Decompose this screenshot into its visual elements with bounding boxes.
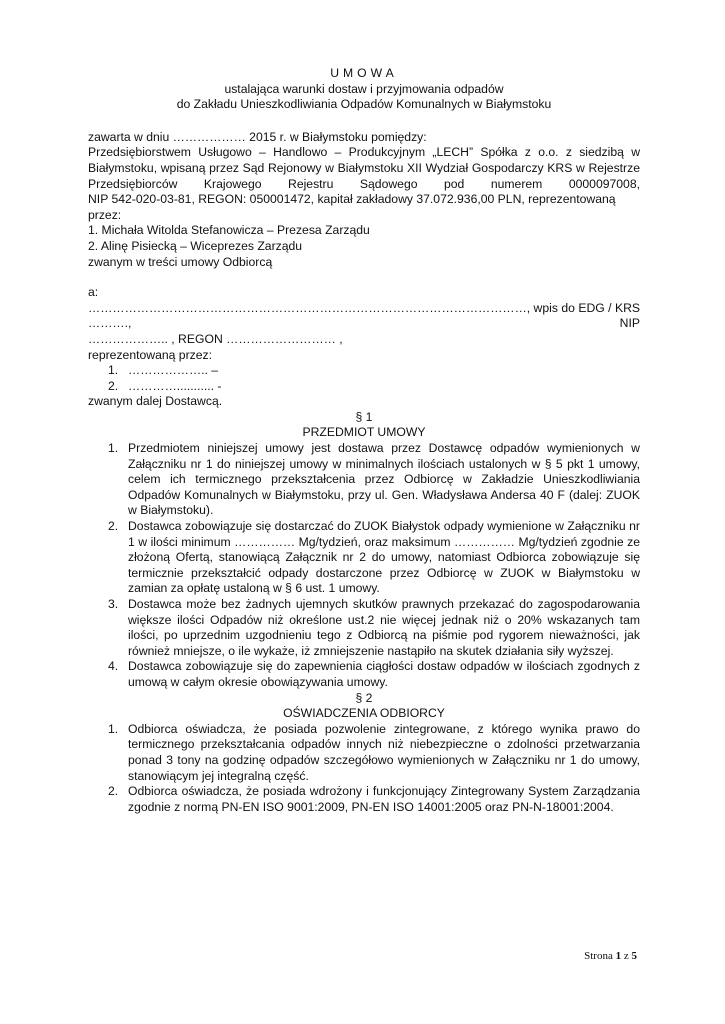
footer-label: Strona [584,950,613,962]
party-b-intro: a: [88,285,99,300]
list-text: …………........... - [128,378,222,393]
company-description: Przedsiębiorstwem Usługowo – Handlowo – Produkcyjnym „LECH” Spółka z o.o. z siedzibą w Białymstoku, wpisaną przez Sąd Rejonowy w Białymstoku XII Wydział Gospodarczy KRS w Rejestrze Przedsiębiorców Krajowego Rejestru Sądowego pod numerem 0000097008, [88,145,640,191]
document-subtitle-line1: ustalająca warunki dostaw i przyjmowania odpadów [224,81,504,96]
list-number: 2. [108,519,119,534]
list-number: 1. [108,721,119,736]
document-title: UMOWA [330,66,398,80]
party-b-represented: reprezentowaną przez: [88,347,212,362]
list-number: 2. [108,378,119,393]
page-footer [584,950,637,962]
receiver-definition: zwanym w treści umowy Odbiorcą [88,254,273,269]
list-number: 2. [108,784,119,799]
document-subtitle-line2: do Zakładu Unieszkodliwiania Odpadów Komunalnych w Białymstoku [176,97,552,112]
footer-page-number: 1 [615,950,622,962]
party-b-line2: ……………….. , REGON ……………………… , [88,331,343,346]
list-number: 1. [108,441,119,456]
list-item [88,519,640,597]
party-b-representative-2 [88,379,640,395]
list-item [88,597,640,659]
list-item [88,722,640,784]
list-text: Odbiorca oświadcza, że posiada wdrożony i funkcjonujący Zintegrowany System Zarządzania zgodnie z normą PN-EN ISO 9001:2009, PN-EN ISO 14001:2005 oraz PN-N-18001:2004. [128,784,640,814]
company-registration: NIP 542-020-03-81, REGON: 050001472, kapitał zakładowy 37.072.936,00 PLN, reprezentowaną przez: [88,192,616,222]
section-2-number: § 2 [355,690,373,705]
list-text: Dostawca zobowiązuje się dostarczać do ZUOK Białystok odpady wymienione w Załączniku nr 1 w ilości minimum …………… Mg/tydzień, oraz maksimum …………… Mg/tydzień zgodnie ze złożoną Ofertą, stanowiącą Załącznik nr 2 do umowy, natomiast Odbiorca zobowiązuje się termicznie przekształcić odpady dostarczone przez Odbiorcę w ZUOK w Białymstoku w zamian za opłatę ustaloną w § 6 ust. 1 umowy. [128,519,640,596]
list-text: Dostawca może bez żadnych ujemnych skutków prawnych przekazać do zagospodarowania większe ilości Odpadów niż określone ust.2 nie więcej jednak niż o 20% wskazanych tam ilości, po uprzednim uzgodnieniu tego z Odbiorcą na piśmie pod rygorem nieważności, jak również mniejsze, o ile wykaże, iż zmniejszenie nastąpiło na skutek działania siły wyższej. [128,597,640,658]
list-text: ……………….. – [128,363,219,378]
representative-1: 1. Michała Witolda Stefanowicza – Prezesa Zarządu [88,223,370,238]
list-item [88,441,640,519]
section-1-list [88,441,640,691]
list-item [88,659,640,690]
list-number: 3. [108,597,119,611]
list-number: 1. [108,363,119,378]
list-number: 4. [108,659,119,674]
list-text: Przedmiotem niniejszej umowy jest dostawa przez Dostawcę odpadów wymienionych w Załączniku nr 1 do niniejszej umowy w minimalnych ilościach ustalonych w § 5 pkt 1 umowy, celem ich termicznego przekształcenia przez Odbiorcę w Zakładzie Unieszkodliwiania Odpadów Komunalnych w Białymstoku, przy ul. Gen. Władysława Andersa 40 F (dalej: ZUOK w Białymstoku). [128,441,640,518]
section-1-heading: PRZEDMIOT UMOWY [302,425,426,440]
section-2-heading: OŚWIADCZENIA ODBIORCY [283,706,445,721]
section-1-number: § 1 [355,409,373,424]
footer-total-pages: 5 [631,950,637,962]
document-content [88,66,640,815]
list-item [88,784,640,815]
party-b-line1: ………………………………………………………………………………………………, wpis do EDG / KRS ………., NIP [88,300,640,331]
footer-of: z [623,950,629,962]
section-2-list [88,722,640,816]
list-text: Dostawca zobowiązuje się do zapewnienia ciągłości dostaw odpadów w ilościach zgodnych z umową w całym okresie obowiązywania umowy. [128,659,640,689]
list-text: Odbiorca oświadcza, że posiada pozwolenie zintegrowane, z którego wynika prawo do termicznego przekształcania odpadów innych niż niebezpieczne o zdolności przetwarzania ponad 3 tony na godzinę odpadów szczegółowo wymienionych w Załączniku nr 1 do umowy, stanowiącym jej integralną część. [128,721,640,783]
representative-2: 2. Alinę Pisiecką – Wiceprezes Zarządu [88,238,303,253]
party-b-representative-1 [88,363,640,379]
contract-date-line: zawarta w dniu ……………… 2015 r. w Białymstoku pomiędzy: [88,129,427,144]
supplier-definition: zwanym dalej Dostawcą. [88,394,223,409]
